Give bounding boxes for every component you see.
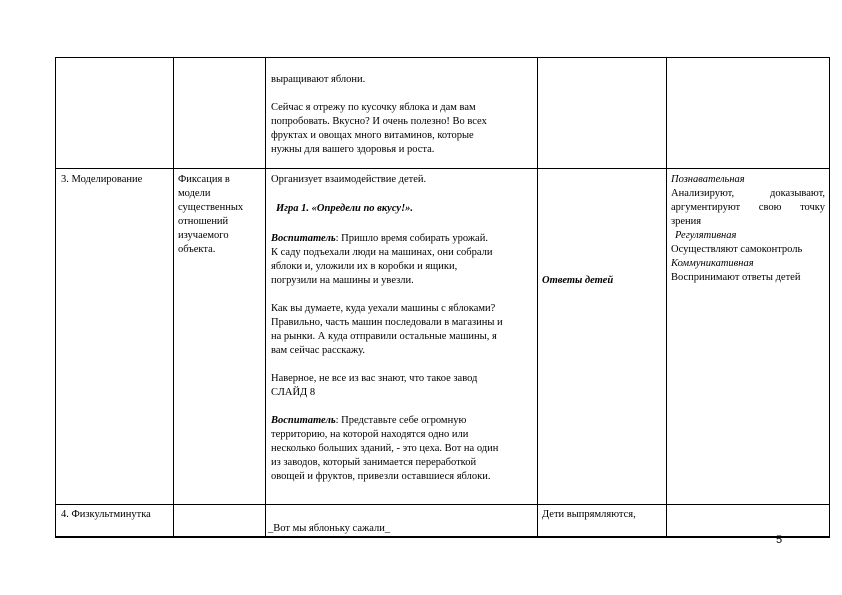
- word: аргументируют: [671, 202, 741, 213]
- slide-label: СЛАЙД 8: [271, 387, 316, 398]
- children-answers: Ответы детей: [542, 275, 614, 286]
- text-line: Правильно, часть машин последовали в магазины и: [271, 317, 503, 328]
- text-line: Фиксация в: [178, 174, 230, 185]
- word: Анализируют,: [671, 188, 735, 199]
- table-bottom-border: [55, 536, 830, 538]
- col-border-3: [537, 57, 538, 537]
- word: свою: [758, 202, 782, 213]
- text-line: Вот мы яблоньку сажали: [273, 523, 385, 534]
- text-line: территорию, на которой находятся одно или: [271, 429, 469, 440]
- page-number: 5: [776, 534, 783, 546]
- text-line: на рынки. А куда отправили остальные машины, я: [271, 331, 497, 342]
- text-line: модели: [178, 188, 211, 199]
- text-line: из заводов, который занимается переработкой: [271, 457, 477, 468]
- text-line: существенных: [178, 202, 244, 213]
- cognitive-heading: Познавательная: [671, 174, 745, 185]
- text-line: несколько больших зданий, - это цеха. Вот на один: [271, 443, 499, 454]
- stage-name: 4. Физкультминутка: [61, 509, 151, 520]
- text-line: попробовать. Вкусно? И очень полезно! Во всех: [271, 116, 487, 127]
- col-border-2: [265, 57, 266, 537]
- col-border-0: [55, 57, 56, 537]
- text-line: выращивают яблони.: [271, 74, 366, 85]
- row-divider-2: [55, 504, 830, 505]
- text-line: : Пришло время собирать урожай.: [335, 233, 488, 244]
- word: доказывают,: [769, 188, 825, 199]
- text-line: Сейчас я отрежу по кусочку яблока и дам вам: [271, 102, 476, 113]
- learning-actions-cell: [671, 173, 825, 285]
- children-activity-cell: [542, 274, 664, 288]
- text-line: изучаемого: [178, 230, 229, 241]
- text-line: Осуществляют самоконтроль: [671, 244, 803, 255]
- row-divider-1: [55, 168, 830, 169]
- text-line: Как вы думаете, куда уехали машины с яблоками?: [271, 303, 496, 314]
- regulatory-heading: Регулятивная: [675, 230, 737, 241]
- col-border-4: [666, 57, 667, 537]
- text-line: фруктах и овощах много витаминов, которые: [271, 130, 474, 141]
- col-border-5: [829, 57, 830, 537]
- text-line: отношений: [178, 216, 229, 227]
- communicative-heading: Коммуникативная: [671, 258, 754, 269]
- text-line: овощей и фруктов, привезли оставшиеся яблоки.: [271, 471, 491, 482]
- text-line: : Представьте себе огромную: [335, 415, 467, 426]
- intro-text: Организует взаимодействие детей.: [271, 174, 427, 185]
- teacher-label: Воспитатель: [271, 415, 336, 426]
- stage-name-cell: [61, 173, 171, 187]
- stage-name-cell: [61, 508, 171, 522]
- table-top-border: [55, 57, 830, 58]
- text-line: яблоки и, уложили их в коробки и ящики,: [271, 261, 458, 272]
- text-line: Воспринимают ответы детей: [671, 272, 801, 283]
- text-line: погрузили на машины и увезли.: [271, 275, 414, 286]
- text-line: объекта.: [178, 244, 216, 255]
- teacher-activity-cell: _Вот мы яблоньку сажали_: [268, 523, 391, 534]
- teacher-activity-cell: [271, 173, 535, 484]
- row1-content-cell: [271, 73, 533, 157]
- text-line: К саду подъехали люди на машинах, они собрали: [271, 247, 493, 258]
- children-activity-cell: [542, 508, 664, 522]
- text-line: нужны для вашего здоровья и роста.: [271, 144, 435, 155]
- teacher-label: Воспитатель: [271, 233, 336, 244]
- text-line: вам сейчас расскажу.: [271, 345, 365, 356]
- text-line: Дети выпрямляются,: [542, 509, 636, 520]
- text-line: Наверное, не все из вас знают, что такое завод: [271, 373, 478, 384]
- col-border-1: [173, 57, 174, 537]
- game-title: Игра 1. «Определи по вкусу!».: [276, 203, 414, 214]
- text-line: зрения: [671, 216, 702, 227]
- stage-goal-cell: [178, 173, 263, 257]
- stage-name: 3. Моделирование: [61, 174, 143, 185]
- word: точку: [800, 202, 825, 213]
